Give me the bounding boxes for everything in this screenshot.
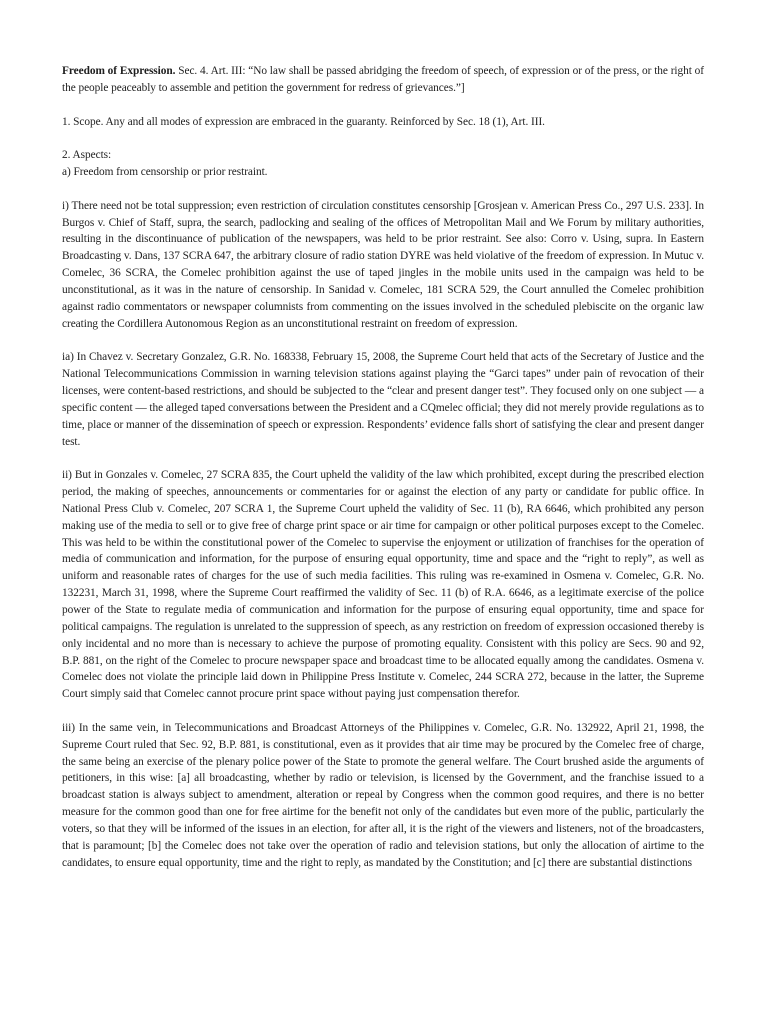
document-body (62, 63, 704, 888)
paragraph-i: i) There need not be total suppression; even restriction of circulation constitutes censorship [Grosjean v. American Press Co., 297 U.S. 233]. In Burgos v. Chief of Staff, supra, the search, padlocking and sealing of the offices of Metropolitan Mail and We Forum by military authorities, resulting in the discontinuance of publication of the newspapers, was held to be prior restraint. See also: Corro v. Using, supra. In Eastern Broadcasting v. Dans, 137 SCRA 647, the arbitrary closure of radio station DYRE was held violative of the freedom of expression. In Mutuc v. Comelec, 36 SCRA, the Comelec prohibition against the use of taped jingles in the mobile units used in the campaign was held to be unconstitutional, as it was in the nature of censorship. In Sanidad v. Comelec, 181 SCRA 529, the Court annulled the Comelec prohibition against radio commentators or newspaper columnists from commenting on the issues involved in the scheduled plebiscite on the organic law creating the Cordillera Autonomous Region as an unconstitutional restraint on freedom of expression. (62, 199, 704, 330)
paragraph-iii: iii) In the same vein, in Telecommunications and Broadcast Attorneys of the Philippines v. Comelec, G.R. No. 132922, April 21, 1998, the Supreme Court ruled that Sec. 92, B.P. 881, is constitutional, even as it provides that air time may be procured by the Comelec free of charge, the same being an exercise of the plenary police power of the State to promote the general welfare. The Court brushed aside the arguments of petitioners, in this wise: [a] all broadcasting, whether by radio or television, is licensed by the Government, and the franchise issued to a broadcast station is always subject to amendment, alteration or repeal by Congress when the common good requires, and there is no better measure for the common good than one for free airtime for the benefit not only of the candidates but even more of the public, particularly the voters, so that they will be informed of the issues in an election, for after all, it is the right of the viewers and listeners, not of the broadcasters, that is paramount; [b] the Comelec does not take over the operation of radio and television stations, but only the allocation of airtime to the candidates, to ensure equal opportunity, time and the right to reply, as mandated by the Constitution; and [c] there are substantial distinctions (62, 721, 704, 869)
paragraph-ia: ia) In Chavez v. Secretary Gonzalez, G.R. No. 168338, February 15, 2008, the Supreme Court held that acts of the Secretary of Justice and the National Telecommunications Commission in warning television stations against playing the “Garci tapes” under pain of revocation of their licenses, were content-based restrictions, and should be subjected to the “clear and present danger test”. They focused only on one subject — a specific content — the alleged taped conversations between the President and a CQmelec official; they did not merely provide regulations as to time, place or manner of the dissemination of speech or expression. Respondents’ evidence falls short of satisfying the clear and present danger test. (62, 351, 704, 448)
section-heading: Freedom of Expression. (62, 65, 176, 77)
paragraph-ii: ii) But in Gonzales v. Comelec, 27 SCRA 835, the Court upheld the validity of the law which prohibited, except during the prescribed election period, the making of speeches, announcements or commentaries for or against the election of any party or candidate for public office. In National Press Club v. Comelec, 207 SCRA 1, the Supreme Court upheld the validity of Sec. 11 (b), RA 6646, which prohibited any person making use of the media to sell or to give free of charge print space or air time for campaign or other political purposes except to the Comelec. This was held to be within the constitutional power of the Comelec to supervise the enjoyment or utilization of franchises for the operation of media of communication and information, for the purpose of ensuring equal opportunity, time and space and the “right to reply”, as well as uniform and reasonable rates of charges for the use of such media facilities. This ruling was re-examined in Osmena v. Comelec, G.R. No. 132231, March 31, 1998, where the Supreme Court reaffirmed the validity of Sec. 11 (b) of R.A. 6646, as a legitimate exercise of the police power of the State to regulate media of communication and information for the purpose of ensuring equal opportunity, time and space for political campaigns. The regulation is unrelated to the suppression of speech, as any restriction on freedom of expression occasioned thereby is only incidental and no more than is necessary to achieve the purpose of promoting equality. Consistent with this policy are Secs. 90 and 92, B.P. 881, on the right of the Comelec to procure newspaper space and broadcast time to be allocated equally among the candidates. Osmena v. Comelec does not violate the principle laid down in Philippine Press Institute v. Comelec, 244 SCRA 272, because in the latter, the Supreme Court simply said that Comelec cannot procure print space without paying just compensation therefor. (62, 469, 704, 701)
constitutional-quote: Sec. 4. Art. III: “No law shall be passed abridging the freedom of speech, of expression or of the press, or the right of the people peaceably to assemble and petition the government for redress of grievances.”] (62, 65, 705, 94)
scope-paragraph: 1. Scope. Any and all modes of expression are embraced in the guaranty. Reinforced by Sec. 18 (1), Art. III. (62, 115, 545, 128)
aspects-title: 2. Aspects: (62, 149, 112, 162)
aspect-item-a: a) Freedom from censorship or prior restraint. (62, 166, 268, 179)
intro-paragraph (62, 63, 704, 97)
aspects-paragraph (62, 147, 704, 181)
